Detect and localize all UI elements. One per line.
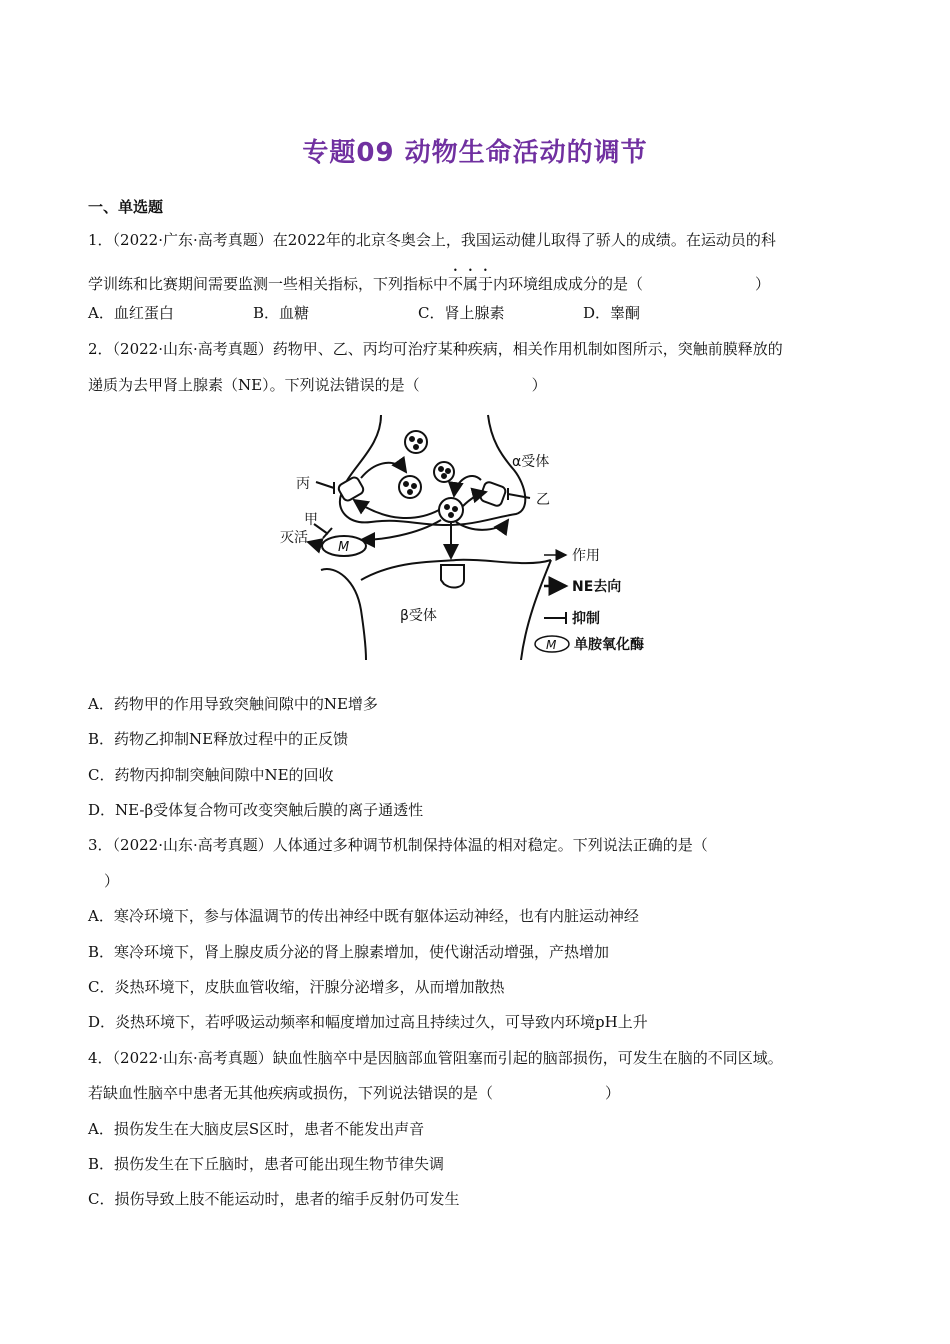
section-heading: 一、单选题	[88, 198, 164, 216]
q1-stem-text-2: 内环境组成成分的是（	[493, 275, 644, 293]
q4-option-b[interactable]: B．损伤发生在下丘脑时，患者可能出现生物节律失调	[88, 1155, 445, 1173]
legend-m-icon: M	[546, 638, 557, 652]
q3-option-c[interactable]: C．炎热环境下，皮肤血管收缩，汗腺分泌增多，从而增加散热	[88, 978, 505, 996]
legend-inhibit: 抑制	[572, 611, 600, 627]
q1-emphasis: 不属于	[448, 275, 494, 293]
postsynaptic-membrane	[321, 569, 366, 660]
q1-option-d[interactable]: D．睾酮	[583, 304, 641, 322]
label-beta: β受体	[400, 608, 437, 624]
label-yi: 乙	[536, 492, 550, 508]
q1-stem-line1: 1．（2022·广东·高考真题）在2022年的北京冬奥会上，我国运动健儿取得了骄人的成绩。在运动员的科	[88, 231, 776, 249]
ne-transporter	[337, 476, 365, 503]
q3-option-b[interactable]: B．寒冷环境下，肾上腺皮质分泌的肾上腺素增加，使代谢活动增强，产热增加	[88, 943, 610, 961]
label-m: M	[338, 540, 350, 555]
vesicle	[399, 476, 421, 498]
legend-effect: 作用	[572, 548, 600, 564]
label-miehuo: 灭活	[280, 530, 308, 546]
page-title: 专题09 动物生命活动的调节	[302, 138, 648, 168]
q2-option-d[interactable]: D．NE-β受体复合物可改变突触后膜的离子通透性	[88, 801, 424, 819]
q2-option-a[interactable]: A．药物甲的作用导致突触间隙中的NE增多	[88, 695, 378, 713]
label-alpha: α受体	[512, 454, 550, 470]
q2-stem-text: 递质为去甲肾上腺素（NE）。下列说法错误的是（	[88, 376, 420, 394]
label-bing: 丙	[296, 476, 310, 492]
q4-option-c[interactable]: C．损伤导致上肢不能运动时，患者的缩手反射仍可发生	[88, 1190, 460, 1208]
vesicle-releasing	[439, 498, 463, 522]
q3-stem-line1: 3．（2022·山东·高考真题）人体通过多种调节机制保持体温的相对稳定。下列说法正确的是（	[88, 836, 708, 854]
vesicle	[405, 431, 427, 453]
label-jia: 甲	[304, 512, 318, 528]
synapse-diagram	[276, 410, 676, 660]
q1-options	[88, 303, 640, 323]
q2-stem-line2	[88, 375, 547, 395]
q3-option-d[interactable]: D．炎热环境下，若呼吸运动频率和幅度增加过高且持续过久，可导致内环境pH上升	[88, 1013, 648, 1031]
q3-paren-close: ）	[104, 872, 120, 890]
q2-stem-line1: 2．（2022·山东·高考真题）药物甲、乙、丙均可治疗某种疾病，相关作用机制如图所示，突触前膜释放的	[88, 340, 783, 358]
q1-option-c[interactable]: C．肾上腺素	[418, 304, 505, 322]
q3-option-a[interactable]: A．寒冷环境下，参与体温调节的传出神经中既有躯体运动神经，也有内脏运动神经	[88, 907, 639, 925]
q1-stem-line2	[88, 266, 770, 294]
q4-stem-text: 若缺血性脑卒中患者无其他疾病或损伤，下列说法错误的是（	[88, 1084, 494, 1102]
legend-mao: 单胺氧化酶	[574, 637, 644, 653]
q2-paren-close: ）	[531, 376, 547, 394]
q1-option-b[interactable]: B．血糖	[253, 304, 310, 322]
q2-option-c[interactable]: C．药物丙抑制突触间隙中NE的回收	[88, 766, 334, 784]
q1-stem-text: 学训练和比赛期间需要监测一些相关指标，下列指标中	[88, 275, 449, 293]
legend-ne-fate: NE去向	[572, 579, 622, 595]
q1-option-a[interactable]: A．血红蛋白	[88, 304, 174, 322]
alpha-receptor	[479, 481, 507, 507]
q1-paren-close: ）	[755, 275, 771, 293]
q4-stem-line2	[88, 1083, 620, 1103]
q4-stem-line1: 4．（2022·山东·高考真题）缺血性脑卒中是因脑部血管阻塞而引起的脑部损伤，可发生在脑的不同区域。	[88, 1049, 783, 1067]
vesicle	[434, 462, 454, 482]
beta-receptor	[441, 565, 464, 587]
q2-option-b[interactable]: B．药物乙抑制NE释放过程中的正反馈	[88, 730, 349, 748]
q4-paren-close: ）	[605, 1084, 621, 1102]
q4-option-a[interactable]: A．损伤发生在大脑皮层S区时，患者不能发出声音	[88, 1120, 425, 1138]
